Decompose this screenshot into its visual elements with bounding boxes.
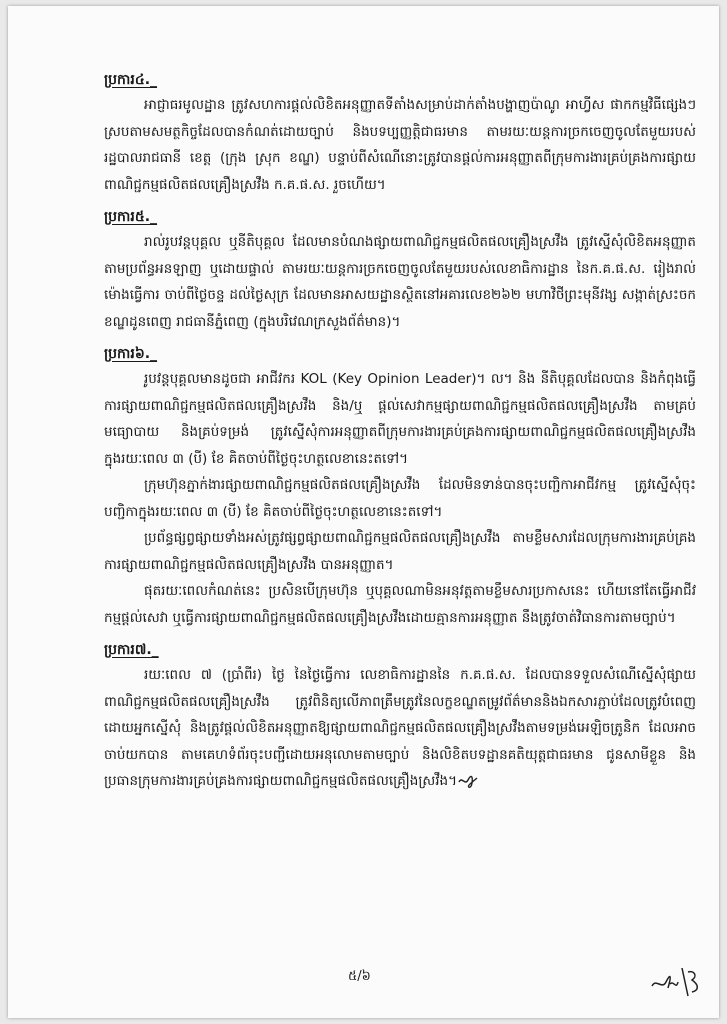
article-4 (104, 68, 696, 198)
article-paragraph: ផុតរយៈពេលកំណត់នេះ ប្រសិនបើក្រុមហ៊ុន ឬបុគ្គលណាមិនអនុវត្តតាមខ្លឹមសារប្រកាសនេះ ហើយនៅតែធ្វើអាជីវកម្មផ្តល់សេវា ឬធ្វើការផ្សាយពាណិជ្ជកម្មផលិតផលគ្រឿងស្រវឹងដោយគ្មានការអនុញ្ញាត នឹងត្រូវចាត់វិធានការតាមច្បាប់។ (104, 583, 696, 626)
article-heading: ប្រការ៦._ (104, 346, 158, 362)
handwritten-initial-icon (457, 774, 479, 788)
article-paragraph-text: រយៈពេល ៧ (ប្រាំពីរ) ថ្ងៃ នៃថ្ងៃធ្វើការ លេខាធិការដ្ឋាននៃ ក.គ.ផ.ស. ដែលបានទទួលសំណើស្នើសុំផ្សាយពាណិជ្ជកម្មផលិតផលគ្រឿងស្រវឹង ត្រូវពិនិត្យលើភាពត្រឹមត្រូវនៃលក្ខខណ្ឌតម្រូវព័ត៌មាននិងឯកសារភ្ជាប់ដែលត្រូវបំពេញដោយអ្នកស្នើសុំ និងត្រូវផ្តល់លិខិតអនុញ្ញាតឱ្យផ្សាយពាណិជ្ជកម្មផលិតផលគ្រឿងស្រវឹងតាមទម្រង់អេឡិចត្រូនិក ដែលអាចចាប់យកបាន តាមគេហទំព័រចុះបញ្ជីដោយអនុលោមតាមច្បាប់ និងលិខិតបទដ្ឋានគតិយុត្តជាធរមាន ជូនសាមីខ្លួន និងប្រធានក្រុមការងារគ្រប់គ្រងការផ្សាយពាណិជ្ជកម្មផលិតផលគ្រឿងស្រវឹង។ (104, 667, 696, 789)
document-page (8, 6, 719, 1018)
article-paragraph: រាល់រូបវន្តបុគ្គល ឬនីតិបុគ្គល ដែលមានបំណងផ្សាយពាណិជ្ជកម្មផលិតផលគ្រឿងស្រវឹង ត្រូវស្នើសុំលិខិតអនុញ្ញាតតាមប្រព័ន្ធអនឡាញ ឬដោយផ្ទាល់ តាមរយៈយន្តការច្រកចេញចូលតែមួយរបស់លេខាធិការដ្ឋាន នៃក.គ.ផ.ស. រៀងរាល់ម៉ោងធ្វើការ ចាប់ពីថ្ងៃចន្ទ ដល់ថ្ងៃសុក្រ ដែលមានអាសយដ្ឋានស្ថិតនៅអគារលេខ២៦២ មហាវិថីព្រះមុនីវង្ស សង្កាត់ស្រះចក ខណ្ឌដូនពេញ រាជធានីភ្នំពេញ (ក្នុងបរិវេណក្រសួងព័ត៌មាន)។ (104, 234, 696, 330)
article-7 (104, 638, 696, 795)
article-6 (104, 342, 696, 631)
document-body (104, 68, 696, 802)
article-5 (104, 205, 696, 335)
article-paragraph: អាជ្ញាធរមូលដ្ឋាន ត្រូវសហការផ្តល់លិខិតអនុញ្ញាតទីតាំងសម្រាប់ដាក់តាំងបង្ហាញប៉ាណូ អាហ្វីស ផាកកម្មវិធីផ្សេងៗ ស្របតាមសមត្ថកិច្ចដែលបានកំណត់ដោយច្បាប់ និងបទប្បញ្ញត្តិជាធរមាន តាមរយៈយន្តការច្រកចេញចូលតែមួយរបស់រដ្ឋបាលរាជធានី ខេត្ត (ក្រុង ស្រុក ខណ្ឌ) បន្ទាប់ពីសំណើនោះត្រូវបានផ្តល់ការអនុញ្ញាតពីក្រុមការងារគ្រប់គ្រងការផ្សាយពាណិជ្ជកម្មផលិតផលគ្រឿងស្រវឹង ក.គ.ផ.ស. រួចហើយ។ (104, 97, 696, 193)
article-paragraph: ក្រុមហ៊ុនភ្នាក់ងារផ្សាយពាណិជ្ជកម្មផលិតផលគ្រឿងស្រវឹង ដែលមិនទាន់បានចុះបញ្ជិកាអាជីវកម្ម ត្រូវស្នើសុំចុះបញ្ជិកាក្នុងរយៈពេល ៣ (បី) ខែ គិតចាប់ពីថ្ងៃចុះហត្ថលេខានេះតទៅ។ (104, 477, 696, 520)
page-number: ៥/៦ (348, 969, 371, 984)
article-heading: ប្រការ៥._ (104, 209, 158, 225)
article-paragraph: រូបវន្តបុគ្គលមានដូចជា អាជីវករ KOL (Key Opinion Leader)។ ល។ និង នីតិបុគ្គលដែលបាន និងកំពុងធ្វើការផ្សាយពាណិជ្ជកម្មផលិតផលគ្រឿងស្រវឹង និង/ឬ ផ្តល់សេវាកម្មផ្សាយពាណិជ្ជកម្មផលិតផលគ្រឿងស្រវឹង តាមគ្រប់មធ្យោបាយ និងគ្រប់ទម្រង់ ត្រូវស្នើសុំការអនុញ្ញាតពីក្រុមការងារគ្រប់គ្រងការផ្សាយពាណិជ្ជកម្មផលិតផលគ្រឿងស្រវឹង ក្នុងរយៈពេល ៣ (បី) ខែ គិតចាប់ពីថ្ងៃចុះហត្ថលេខានេះតទៅ។ (104, 371, 696, 467)
article-paragraph: ប្រព័ន្ធផ្សព្វផ្សាយទាំងអស់ត្រូវផ្សព្វផ្សាយពាណិជ្ជកម្មផលិតផលគ្រឿងស្រវឹង តាមខ្លឹមសារដែលក្រុមការងារគ្រប់គ្រងការផ្សាយពាណិជ្ជកម្មផលិតផលគ្រឿងស្រវឹង បានអនុញ្ញាត។ (104, 530, 696, 573)
article-heading: ប្រការ៤._ (104, 72, 158, 88)
article-paragraph (104, 662, 696, 795)
signature-initials-icon (648, 960, 704, 1000)
article-heading: ប្រការ៧._ (104, 642, 159, 658)
